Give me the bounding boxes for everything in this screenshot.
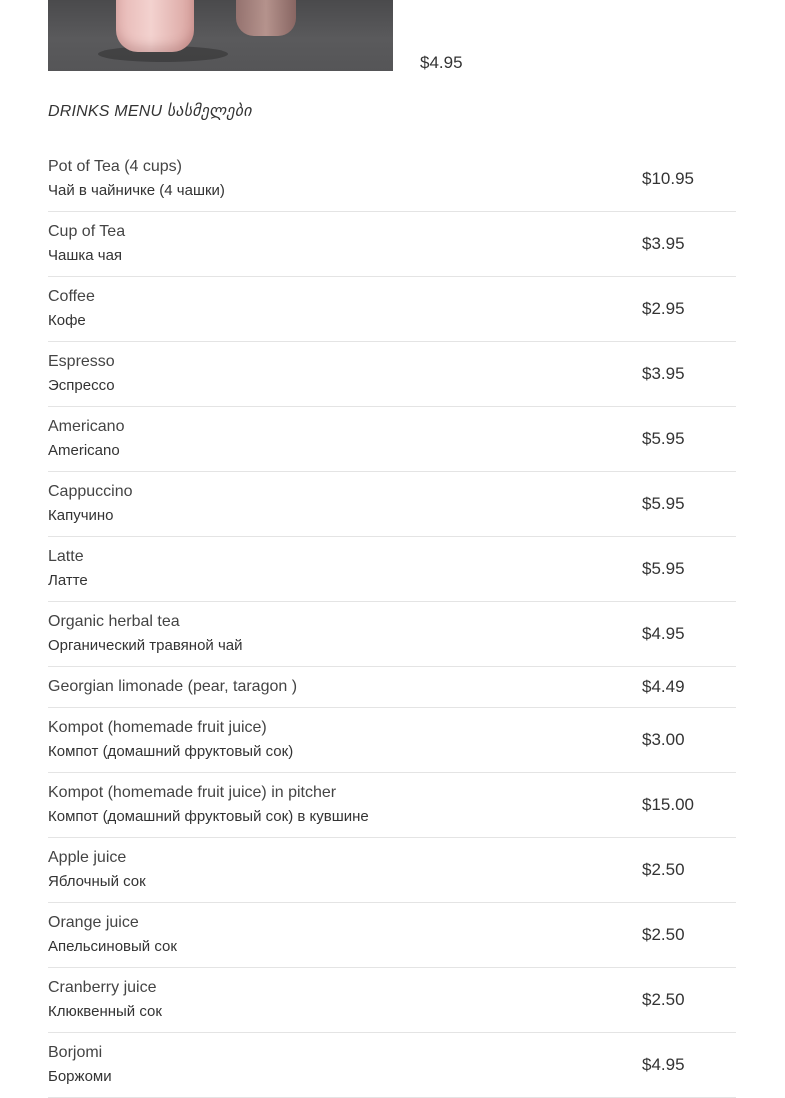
item-name-ru: Компот (домашний фруктовый сок) в кувшине: [48, 808, 369, 825]
item-name-en: Cranberry juice: [48, 979, 157, 996]
item-name-en: Apple juice: [48, 849, 127, 866]
item-price: $5.95: [642, 494, 685, 513]
menu-row: [48, 667, 736, 708]
item-name-ru: Латте: [48, 572, 88, 589]
menu-row: [48, 342, 736, 407]
menu-row: [48, 708, 736, 773]
item-name-ru: Чай в чайничке (4 чашки): [48, 182, 225, 199]
item-price: $2.50: [642, 925, 685, 944]
item-name-ru: Кофе: [48, 312, 86, 329]
item-name-ru: Компот (домашний фруктовый сок): [48, 743, 294, 760]
item-name-ru: Яблочный сок: [48, 873, 146, 890]
item-price: $3.00: [642, 730, 685, 749]
item-name-ru: Органический травяной чай: [48, 637, 243, 654]
dessert-cup-brown: [236, 0, 296, 36]
item-price: $4.49: [642, 677, 685, 696]
top-item-price: $4.95: [420, 53, 463, 72]
item-name-en: Latte: [48, 548, 84, 565]
item-name-en: Cup of Tea: [48, 223, 126, 240]
item-price: $3.95: [642, 234, 685, 253]
item-name-en: Coffee: [48, 288, 95, 305]
menu-row: [48, 407, 736, 472]
item-price: $2.95: [642, 299, 685, 318]
menu-row: [48, 472, 736, 537]
menu-row: [48, 838, 736, 903]
item-name-en: Americano: [48, 418, 125, 435]
menu-row: [48, 147, 736, 212]
dessert-cup-pink: [116, 0, 194, 52]
item-name-en: Kompot (homemade fruit juice): [48, 719, 267, 736]
item-price: $15.00: [642, 795, 694, 814]
item-price: $2.50: [642, 990, 685, 1009]
item-price: $10.95: [642, 169, 694, 188]
item-price: $4.95: [642, 1055, 685, 1074]
item-name-ru: Americano: [48, 442, 120, 459]
menu-row: [48, 1033, 736, 1098]
menu-row: [48, 537, 736, 602]
menu-row: [48, 773, 736, 838]
item-name-en: Pot of Tea (4 cups): [48, 158, 182, 175]
item-name-ru: Боржоми: [48, 1068, 112, 1085]
item-name-en: Orange juice: [48, 914, 139, 931]
menu-row: [48, 903, 736, 968]
dessert-photo: [48, 0, 393, 71]
item-price: $2.50: [642, 860, 685, 879]
menu-row: [48, 602, 736, 667]
item-name-ru: Капучино: [48, 507, 114, 524]
item-price: $4.95: [642, 624, 685, 643]
item-name-en: Kompot (homemade fruit juice) in pitcher: [48, 784, 337, 801]
item-price: $3.95: [642, 364, 685, 383]
menu-row: [48, 968, 736, 1033]
drinks-menu-list: [48, 147, 736, 1098]
item-price: $5.95: [642, 429, 685, 448]
item-name-ru: Чашка чая: [48, 247, 123, 264]
item-name-en: Georgian limonade (pear, taragon ): [48, 678, 298, 695]
cropped-item-heading: [420, 0, 650, 1]
menu-row: [48, 277, 736, 342]
item-name-en: Borjomi: [48, 1044, 103, 1061]
item-name-en: Espresso: [48, 353, 115, 370]
menu-row: [48, 212, 736, 277]
item-name-ru: Апельсиновый сок: [48, 938, 177, 955]
item-name-en: Organic herbal tea: [48, 613, 180, 630]
item-price: $5.95: [642, 559, 685, 578]
item-name-ru: Эспрессо: [48, 377, 115, 394]
item-name-ru: Клюквенный сок: [48, 1003, 162, 1020]
section-title: DRINKS MENU სასმელები: [48, 103, 252, 120]
item-name-en: Cappuccino: [48, 483, 133, 500]
